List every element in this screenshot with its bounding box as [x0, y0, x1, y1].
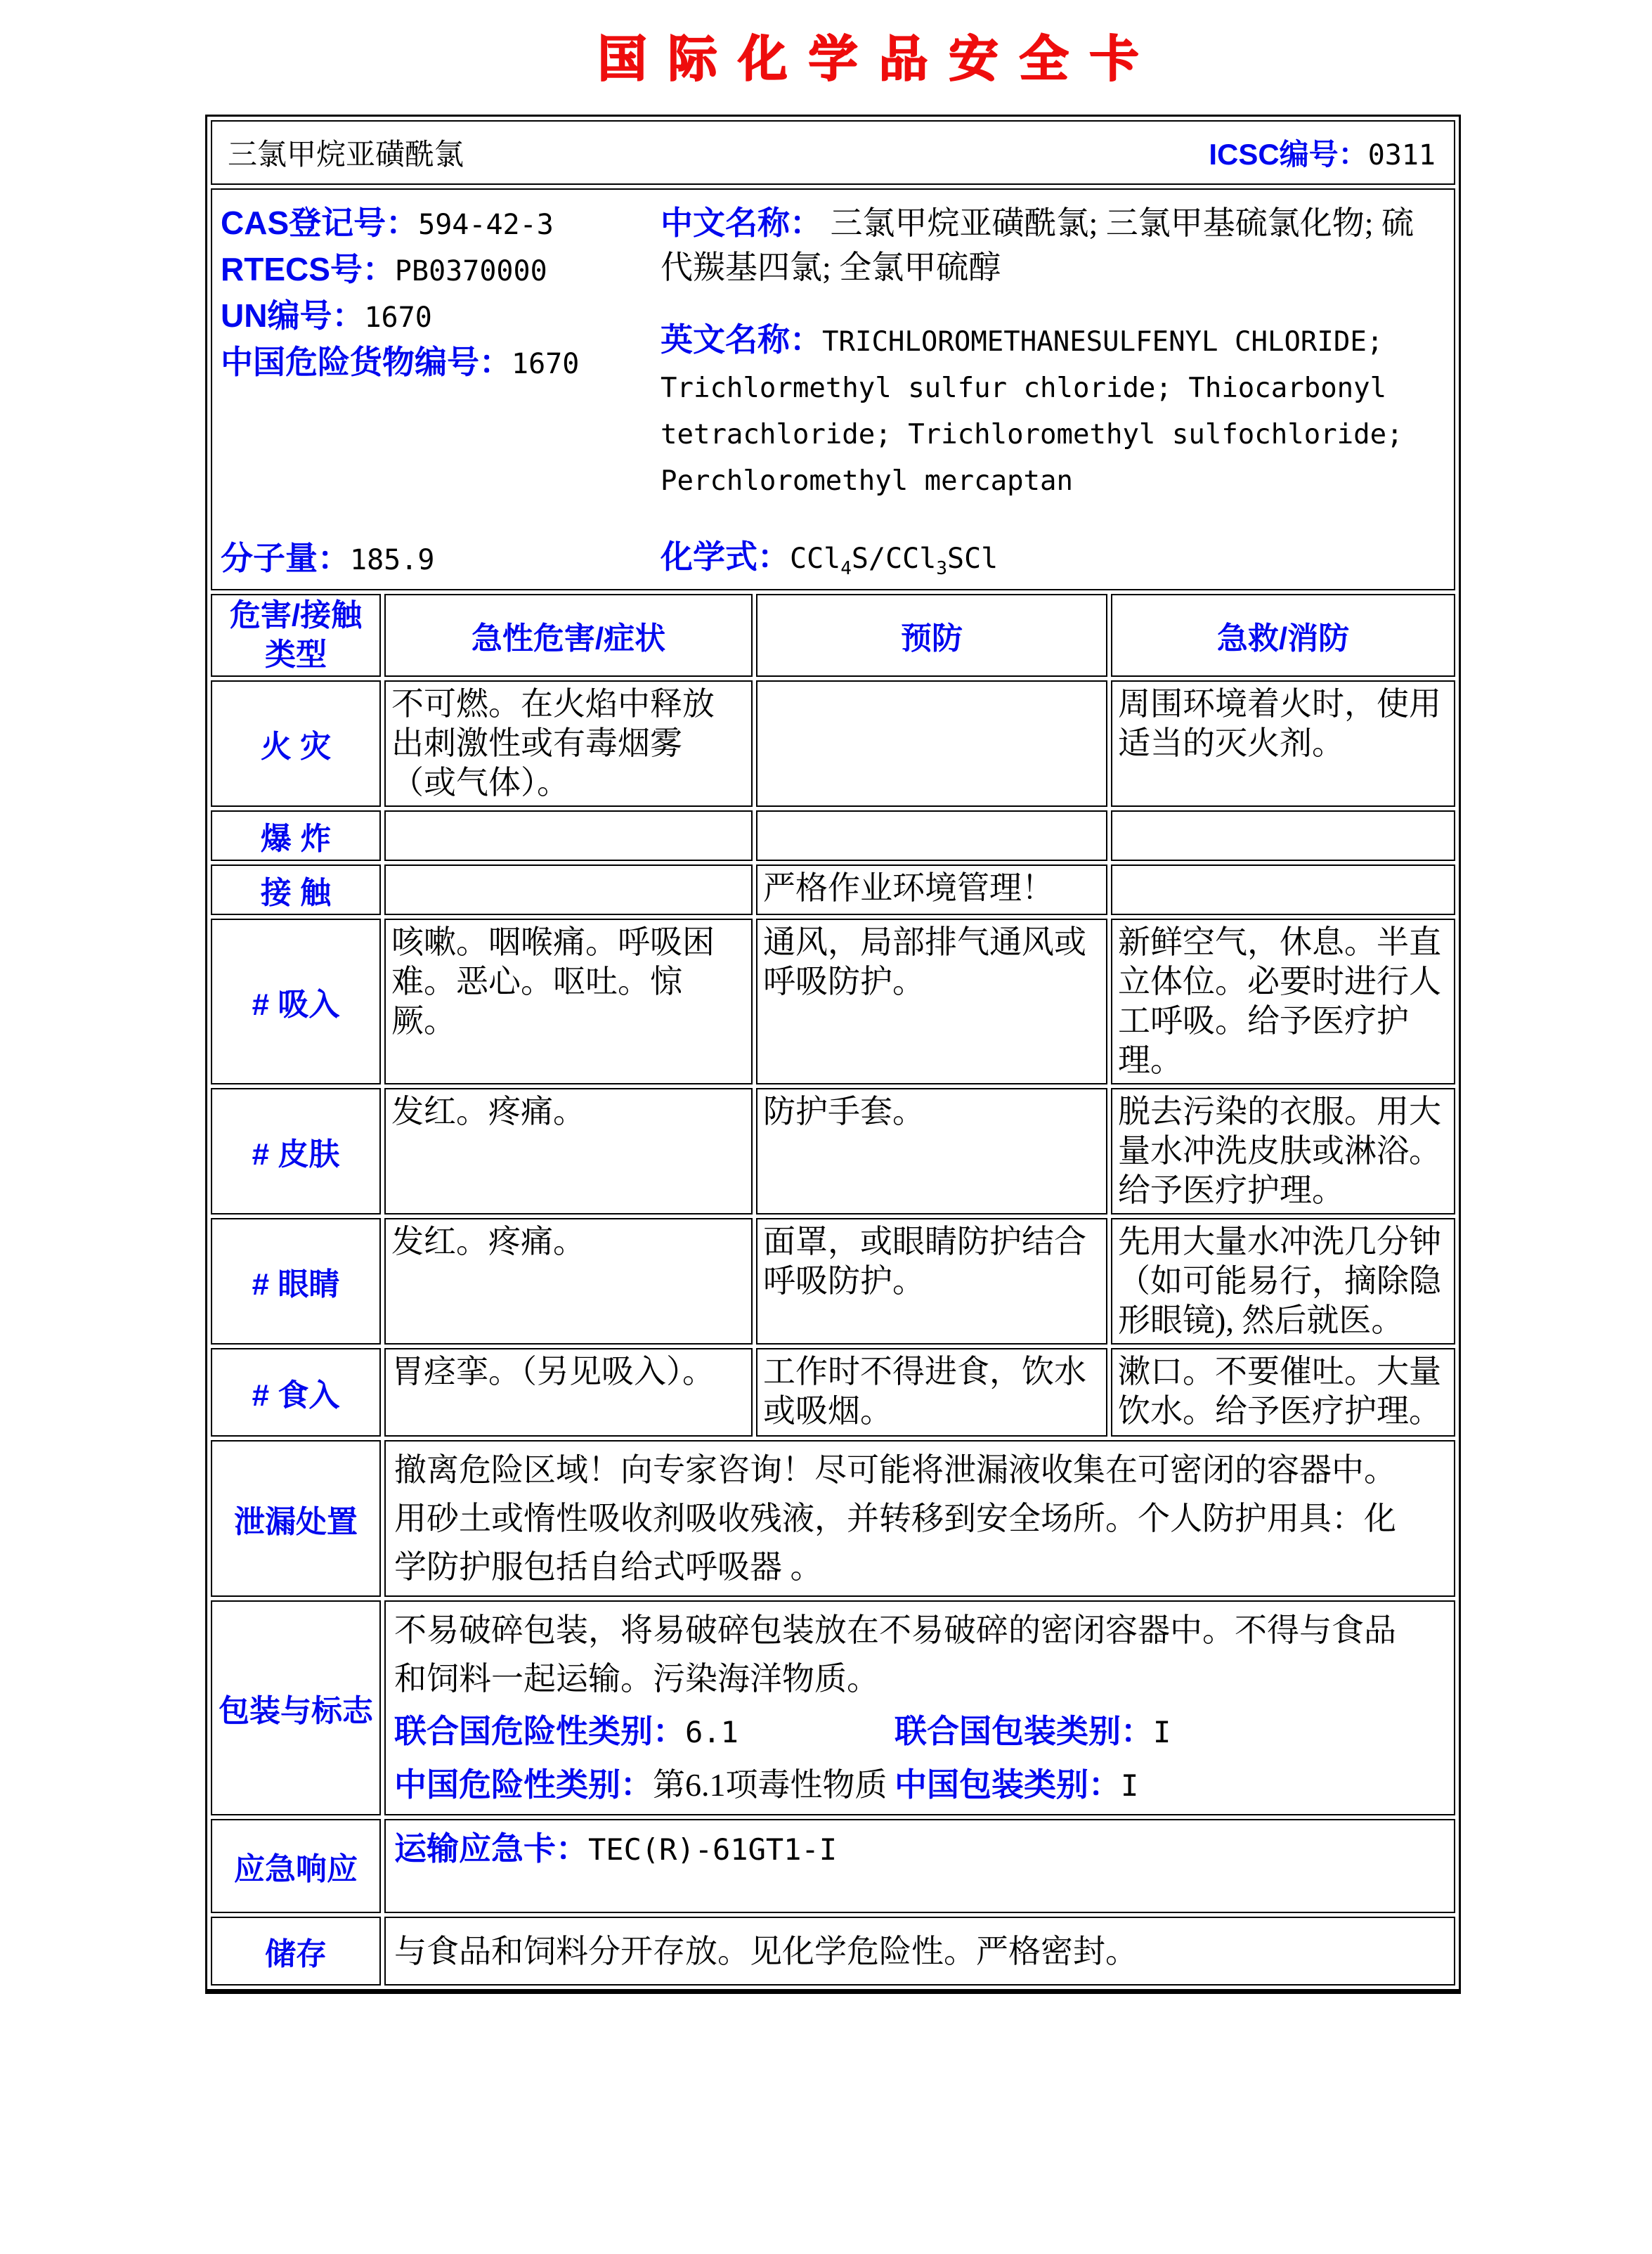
hazard-row-fire	[211, 680, 1455, 807]
hazard-row-eyes	[211, 1218, 1455, 1345]
exposure-prevention-cell: 严格作业环境管理！	[756, 864, 1107, 915]
page-title: 国际化学品安全卡	[597, 32, 1160, 86]
ingestion-prevention-cell: 工作时不得进食，饮水或吸烟。	[756, 1348, 1107, 1437]
column-header-symptoms: 急性危害/症状	[384, 594, 753, 677]
rtecs-value: PB0370000	[394, 255, 547, 287]
un-number-line	[221, 294, 651, 340]
cas-label: CAS登记号：	[221, 205, 419, 241]
inhalation-prevention-cell: 通风，局部排气通风或呼吸防护。	[756, 919, 1107, 1084]
explosion-prevention-cell	[756, 810, 1107, 861]
explosion-row-label: 爆 炸	[211, 810, 381, 861]
inhalation-row-label: # 吸入	[211, 919, 381, 1084]
section-row-spill-disposal	[211, 1440, 1455, 1597]
hazard-row-inhalation	[211, 919, 1455, 1084]
english-name-value: TRICHLOROMETHANESULFENYL CHLORIDE; Trichlormethyl sulfur chloride; Thiocarbonyl tetrachloride; Trichloromethyl sulfochloride; Perchloromethyl mercaptan	[661, 326, 1403, 497]
section-row-storage	[211, 1917, 1455, 1986]
eyes-prevention-cell: 面罩，或眼睛防护结合呼吸防护。	[756, 1218, 1107, 1345]
storage-content: 与食品和饲料分开存放。见化学危险性。严格密封。	[384, 1917, 1455, 1986]
hazard-table-header	[211, 594, 1455, 677]
un-number-label: UN编号：	[221, 297, 365, 334]
column-header-hazard-type: 危害/接触 类型	[211, 594, 381, 677]
hazard-row-skin	[211, 1088, 1455, 1215]
cn-packing-group-label: 中国包装类别：	[895, 1766, 1121, 1803]
cn-dangerous-goods-line	[221, 340, 651, 387]
hazard-row-explosion	[211, 810, 1455, 861]
cas-value: 594-42-3	[418, 209, 554, 241]
icsc-number-label: ICSC编号：	[1209, 138, 1368, 171]
fire-prevention-cell	[756, 680, 1107, 807]
molecular-weight-value: 185.9	[350, 544, 435, 576]
inhalation-first-aid-cell: 新鲜空气，休息。半直立体位。必要时进行人工呼吸。给予医疗护理。	[1111, 919, 1455, 1084]
skin-row-label: # 皮肤	[211, 1088, 381, 1215]
cn-dangerous-goods-value: 1670	[512, 348, 580, 380]
formula-value: CCl$_4$S/CCl$_3$SCl	[790, 543, 999, 579]
ingestion-row-label: # 食入	[211, 1348, 381, 1437]
emergency-response-content	[384, 1819, 1455, 1913]
fire-row-label: 火 灾	[211, 680, 381, 807]
icsc-number	[1209, 131, 1436, 174]
formula-label: 化学式：	[661, 538, 790, 575]
explosion-first-aid-cell	[1111, 810, 1455, 861]
explosion-symptoms-cell	[384, 810, 753, 861]
section-row-emergency-response	[211, 1819, 1455, 1913]
identifier-block	[221, 201, 651, 579]
section-row-packaging	[211, 1600, 1455, 1815]
icsc-number-value: 0311	[1367, 139, 1436, 171]
emergency-response-label: 应急响应	[211, 1819, 381, 1913]
column-header-first-aid: 急救/消防	[1111, 594, 1455, 677]
rtecs-label: RTECS号：	[221, 251, 395, 287]
skin-first-aid-cell: 脱去污染的衣服。用大量水冲洗皮肤或淋浴。给予医疗护理。	[1111, 1088, 1455, 1215]
substance-name: 三氯甲烷亚磺酰氯	[228, 139, 464, 171]
storage-label: 储存	[211, 1917, 381, 1986]
english-name-line	[661, 318, 1444, 503]
cn-dangerous-goods-label: 中国危险货物编号：	[221, 344, 512, 380]
formula-line	[661, 531, 1444, 579]
molecular-weight-label: 分子量：	[221, 540, 350, 576]
chinese-name-value: 三氯甲烷亚磺酰氯; 三氯甲基硫氯化物; 硫代羰基四氯; 全氯甲硫醇	[661, 205, 1414, 285]
packaging-content: 不易破碎包装，将易破碎包装放在不易破碎的密闭容器中。不得与食品和饲料一起运输。污染海洋物质。	[394, 1612, 1396, 1697]
chinese-name-label: 中文名称：	[661, 205, 822, 241]
un-packing-group-value: I	[1153, 1715, 1171, 1749]
inhalation-symptoms-cell: 咳嗽。咽喉痛。呼吸困难。恶心。呕吐。惊厥。	[384, 919, 753, 1084]
fire-first-aid-cell: 周围环境着火时，使用适当的灭火剂。	[1111, 680, 1455, 807]
packaging-content-cell	[384, 1600, 1455, 1815]
chinese-name-line	[661, 201, 1444, 290]
un-packing-group-label: 联合国包装类别：	[895, 1713, 1153, 1749]
un-class-line	[394, 1707, 1427, 1756]
names-block	[651, 201, 1444, 579]
column-header-prevention: 预防	[756, 594, 1107, 677]
skin-symptoms-cell: 发红。疼痛。	[384, 1088, 753, 1215]
skin-prevention-cell: 防护手套。	[756, 1088, 1107, 1215]
spill-disposal-content: 撤离危险区域！向专家咨询！尽可能将泄漏液收集在可密闭的容器中。用砂土或惰性吸收剂吸收残液，并转移到安全场所。个人防护用具：化学防护服包括自给式呼吸器 。	[384, 1440, 1455, 1597]
rtecs-number-line	[221, 247, 651, 294]
fire-symptoms-cell: 不可燃。在火焰中释放出刺激性或有毒烟雾（或气体）。	[384, 680, 753, 807]
eyes-symptoms-cell: 发红。疼痛。	[384, 1218, 753, 1345]
cn-packing-group-value: I	[1121, 1768, 1139, 1803]
ingestion-symptoms-cell: 胃痉挛。（另见吸入）。	[384, 1348, 753, 1437]
spill-disposal-label: 泄漏处置	[211, 1440, 381, 1597]
cn-hazard-class-value: 第6.1项毒性物质	[653, 1767, 887, 1803]
cas-number-line	[221, 201, 651, 247]
un-number-value: 1670	[364, 302, 432, 334]
exposure-row-label: 接 触	[211, 864, 381, 915]
english-name-label: 英文名称：	[661, 321, 822, 358]
transport-emergency-card-label: 运输应急卡：	[394, 1830, 588, 1867]
hazard-row-ingestion	[211, 1348, 1455, 1437]
un-hazard-class-label: 联合国危险性类别：	[394, 1713, 685, 1749]
exposure-symptoms-cell	[384, 864, 753, 915]
packaging-label: 包装与标志	[211, 1600, 381, 1815]
exposure-first-aid-cell	[1111, 864, 1455, 915]
cn-class-line	[394, 1761, 1427, 1810]
hazard-row-exposure	[211, 864, 1455, 915]
un-hazard-class-value: 6.1	[685, 1715, 739, 1749]
eyes-row-label: # 眼睛	[211, 1218, 381, 1345]
icsc-card	[205, 115, 1461, 1994]
ingestion-first-aid-cell: 漱口。不要催吐。大量饮水。给予医疗护理。	[1111, 1348, 1455, 1437]
eyes-first-aid-cell: 先用大量水冲洗几分钟（如可能易行，摘除隐形眼镜), 然后就医。	[1111, 1218, 1455, 1345]
molecular-weight-line	[221, 533, 651, 579]
transport-emergency-card-value: TEC(R)-61GT1-I	[588, 1832, 838, 1867]
cn-hazard-class-label: 中国危险性类别：	[394, 1766, 653, 1803]
